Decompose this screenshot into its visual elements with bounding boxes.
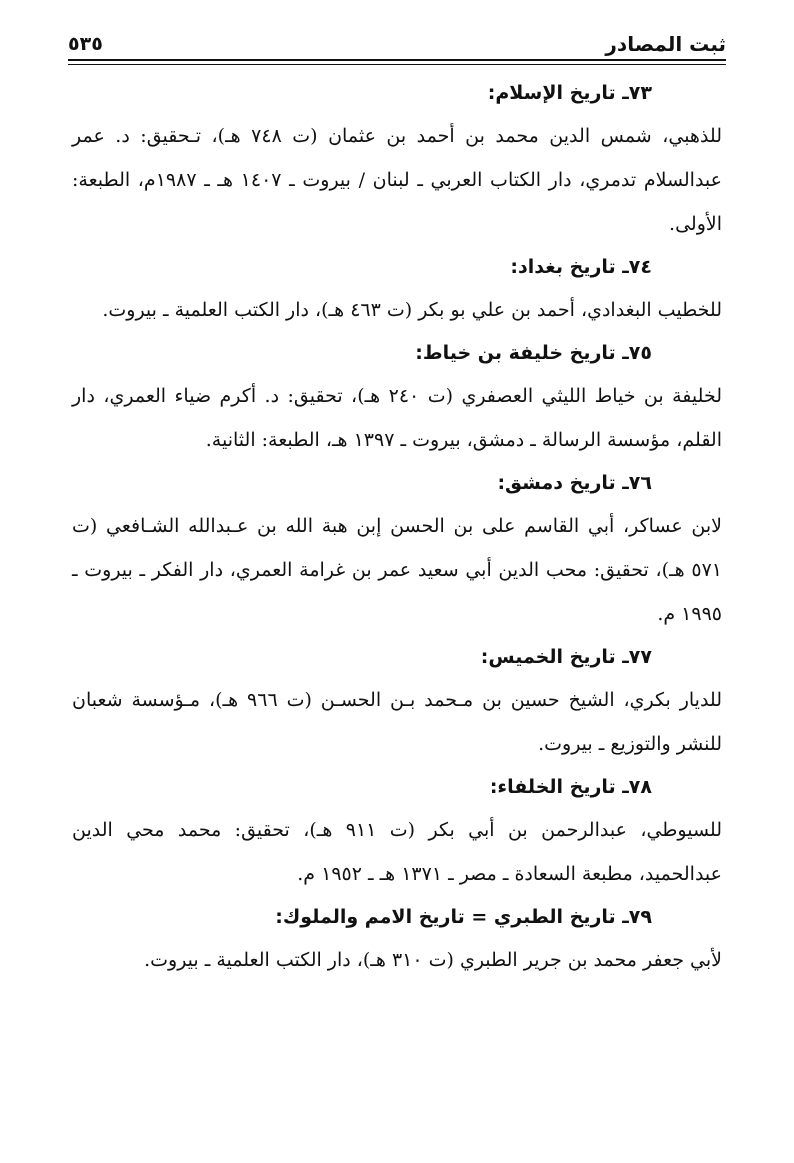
header-rule-thick [68, 59, 726, 61]
bibliography-entry-78 [72, 766, 722, 896]
entry-heading: ٧٦ـ تاريخ دمشق: [497, 472, 652, 494]
header-rule-thin [68, 64, 726, 65]
entry-heading: ٧٩ـ تاريخ الطبري = تاريخ الامم والملوك: [275, 906, 652, 928]
entry-body: للخطيب البغدادي، أحمد بن علي بو بكر (ت ٤٦٣ هـ)، دار الكتب العلمية ـ بيروت. [102, 299, 722, 321]
entry-body: للذهبي، شمس الدين محمد بن أحمد بن عثمان (ت ٧٤٨ هـ)، تـحقيق: د. عمر عبدالسلام تدمري، دار الكتاب العربي ـ لبنان / بيروت ـ ١٤٠٧ هـ ـ ١٩٨٧م، الطبعة: الأولى. [72, 125, 723, 235]
entry-heading: ٧٤ـ تاريخ بغداد: [510, 256, 652, 278]
entry-heading: ٧٣ـ تاريخ الإسلام: [487, 82, 652, 104]
running-header-title: ثبت المصادر [605, 32, 726, 56]
entry-heading: ٧٨ـ تاريخ الخلفاء: [489, 776, 652, 798]
bibliography-entry-73 [72, 72, 722, 246]
entry-heading: ٧٧ـ تاريخ الخميس: [480, 646, 652, 668]
bibliography-entry-74 [72, 246, 722, 332]
entry-body: لابن عساكر، أبي القاسم على بن الحسن إبن هبة الله بن عـبدالله الشـافعي (ت ٥٧١ هـ)، تحقيق: محب الدين أبي سعيد عمر بن غرامة العمري، دار الفكر ـ بيروت ـ ١٩٩٥ م. [72, 515, 722, 625]
entry-heading: ٧٥ـ تاريخ خليفة بن خياط: [415, 342, 652, 364]
bibliography-entry-75 [72, 332, 722, 462]
bibliography-entry-79 [72, 896, 722, 982]
bibliography-entry-76 [72, 462, 722, 636]
page-number: ٥٣٥ [68, 33, 103, 55]
entry-body: للسيوطي، عبدالرحمن بن أبي بكر (ت ٩١١ هـ)، تحقيق: محمد محي الدين عبدالحميد، مطبعة السعادة ـ مصر ـ ١٣٧١ هـ ـ ١٩٥٢ م. [72, 819, 722, 885]
entry-body: لأبي جعفر محمد بن جرير الطبري (ت ٣١٠ هـ)، دار الكتب العلمية ـ بيروت. [144, 949, 722, 971]
entry-body: لخليفة بن خياط الليثي العصفري (ت ٢٤٠ هـ)، تحقيق: د. أكرم ضياء العمري، دار القلم، مؤسسة الرسالة ـ دمشق، بيروت ـ ١٣٩٧ هـ، الطبعة: الثانية. [72, 385, 722, 451]
running-header [68, 26, 726, 58]
bibliography-list [72, 72, 722, 982]
bibliography-entry-77 [72, 636, 722, 766]
entry-body: للديار بكري، الشيخ حسين بن مـحمد بـن الحسـن (ت ٩٦٦ هـ)، مـؤسسة شعبان للنشر والتوزيع ـ بيروت. [72, 689, 722, 755]
